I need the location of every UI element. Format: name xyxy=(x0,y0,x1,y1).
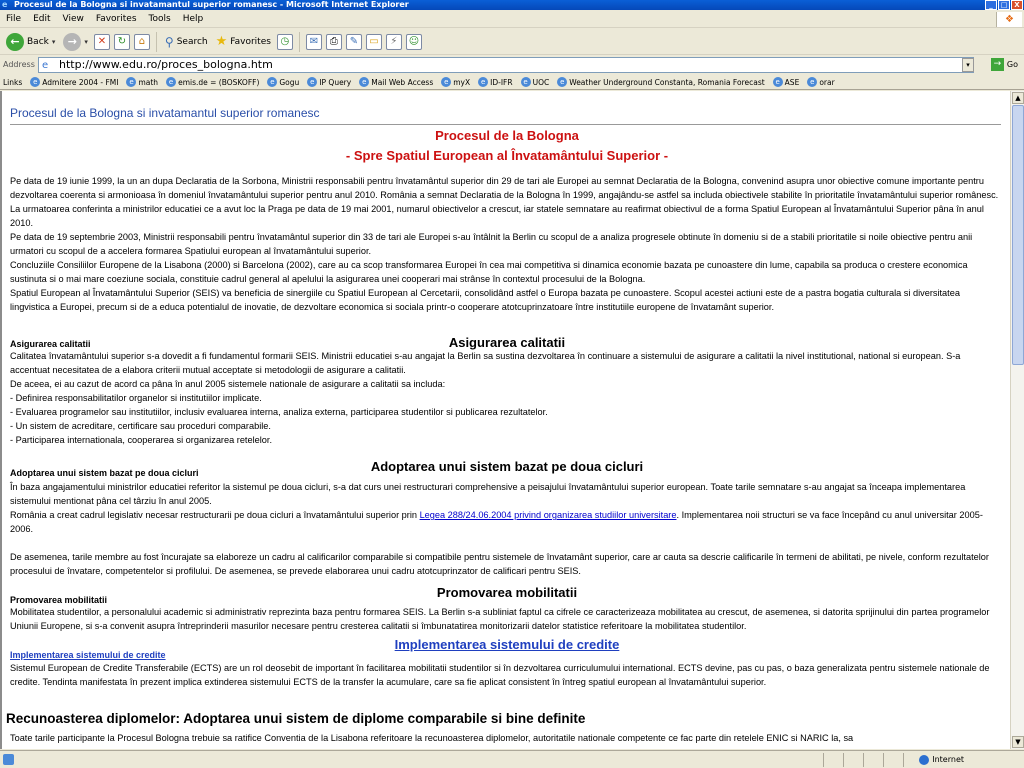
favorites-button[interactable] xyxy=(214,31,273,53)
link-label: Admitere 2004 - FMI xyxy=(42,77,119,87)
section-text-quality xyxy=(10,349,1002,447)
ie-page-icon: e xyxy=(166,77,176,87)
ie-page-icon: e xyxy=(359,77,369,87)
scroll-thumb[interactable] xyxy=(1012,105,1024,365)
link-item[interactable] xyxy=(267,75,299,89)
link-label: UOC xyxy=(532,77,550,87)
page-status-icon xyxy=(3,754,14,765)
address-url: http://www.edu.ro/proces_bologna.htm xyxy=(59,58,273,71)
ie-page-icon: e xyxy=(478,77,488,87)
menu-view[interactable]: View xyxy=(62,14,84,24)
links-label: Links xyxy=(3,78,23,87)
back-label: Back xyxy=(27,36,49,47)
close-button[interactable]: X xyxy=(1011,0,1023,10)
ie-page-icon: e xyxy=(773,77,783,87)
intro-paragraph: Pe data de 19 iunie 1999, la un an dupa Declaratia de la Sorbona, Ministrii responsabili pentru învatamântul superior din 29 de tari ale Europei au semnat Declaratia de la Bologna, convenind asupra unor obiective comune importante pentru dezvoltarea coerenta si armonioasa în domeniul învatamântului superior pentru anul 2010. România a semnat Declaratia de la Bologna în 1999, angajându-se astfel sa includa obiectivele stabilite în prioritatile învatamântului superior românesc. xyxy=(10,176,999,200)
security-zone xyxy=(919,751,964,768)
chevron-down-icon: ▾ xyxy=(51,37,56,46)
menu-edit[interactable]: Edit xyxy=(33,14,51,24)
ie-page-icon: e xyxy=(30,77,40,87)
page-content xyxy=(0,91,1010,749)
link-label: ID-IFR xyxy=(490,77,513,87)
section-text-credits xyxy=(10,661,1002,689)
link-item[interactable] xyxy=(359,75,433,89)
intro-paragraph: Pe data de 19 septembrie 2003, Ministrii responsabili pentru învatamântul superior din 33 de tari ale Europei s-au întâlnit la Berlin cu scopul de a analiza progresele obtinute în domeniu si de a stabili prioritatile si noile obiective pentru anii urmatori cu scopul de a accelera formarea Spatiului european al învatamântului superior. xyxy=(10,232,973,256)
ie-page-icon: e xyxy=(307,77,317,87)
menu-bar xyxy=(0,11,1024,28)
vertical-scrollbar[interactable] xyxy=(1010,91,1024,749)
section-heading-mobility: Promovarea mobilitatii xyxy=(436,585,578,600)
toolbar-separator xyxy=(156,32,157,52)
link-label: Gogu xyxy=(279,77,300,87)
list-item: - Un sistem de acreditare, certificare sau proceduri comparabile. xyxy=(10,421,271,431)
search-icon: ⚲ xyxy=(164,34,174,49)
link-item[interactable] xyxy=(441,75,470,89)
forward-arrow-icon: → xyxy=(63,33,81,51)
back-arrow-icon: ← xyxy=(6,33,24,51)
favorites-label: Favorites xyxy=(230,36,271,47)
paragraph: Mobilitatea studentilor, a personalului academic si administrativ reprezinta baza pentru formarea SEIS. La Berlin s-a subliniat faptul ca cifrele ce caracterizeaza mobilitatea au crescut, de asemenea, si datorita sprijinului din partea programelor Uniunii Europene, si s-a convenit asupra întreprinderii masurilor necesare pentru cresterea calitatii si îmbunatatirea monitorizarii datelor statistice referitoare la mobilitatea studentilor. xyxy=(10,607,990,631)
status-pane xyxy=(863,753,864,767)
stop-icon[interactable]: ✕ xyxy=(94,34,110,50)
paragraph: În baza angajamentului ministrilor educatiei referitor la sistemul pe doua cicluri, s-a dat curs unei restructurari comprehensive a peisajului învatamântului superior european. Toate tarile semnatare s-au angajat sa înceapa implementarea sistemului mentionat pâna cel târziu în anul 2005. xyxy=(10,482,966,506)
title-rule xyxy=(327,124,1001,125)
scroll-up-icon[interactable]: ▲ xyxy=(1012,92,1024,104)
print-icon[interactable]: ⎙ xyxy=(326,34,342,50)
ie-page-icon: e xyxy=(267,77,277,87)
link-item[interactable] xyxy=(773,75,800,89)
link-item[interactable] xyxy=(521,75,550,89)
toolbar-separator xyxy=(299,32,300,52)
paragraph: De aceea, ei au cazut de acord ca pâna în anul 2005 sistemele nationale de asigurare a calitatii sa includa: xyxy=(10,379,446,389)
address-dropdown-icon[interactable]: ▾ xyxy=(962,58,974,72)
paragraph-text: . Implementarea noii structuri se va face începând cu anul universitar 2005-2006. xyxy=(10,510,983,534)
law-link[interactable]: Legea 288/24.06.2004 privind organizarea studiilor universitare xyxy=(419,510,677,520)
paragraph: Toate tarile participante la Procesul Bologna trebuie sa ratifice Conventia de la Lisabona referitoare la recunoasterea diplomelor, autoritatile nationale competente ce fac parte din retelele ENIC si NARIC la, sa xyxy=(10,733,854,743)
link-label: myX xyxy=(453,77,471,87)
paragraph: Sistemul European de Credite Transferabile (ECTS) are un rol deosebit de important în facilitarea mobilitatii studentilor si în dezvoltarea curriculumului international. ECTS devine, pas cu pas, o baza generalizata pentru sistemele nationale de credite. Tendinta manifestata în prezent implica extinderea sistemului ECTS de la transfer la acumulare, care sa fie aplicat consistent în întreg spatiul european al învatamântului superior. xyxy=(10,663,990,687)
section-text-cycles xyxy=(10,480,1002,578)
paragraph: Calitatea învatamântului superior s-a dovedit a fi fundamentul formarii SEIS. Ministrii educatiei s-au angajat la Berlin sa sustina dezvoltarea în continuare a sistemului de asigurare a calitatii la nivel institutional, national si european. S-a accentuat necesitatea de a elabora criterii mutual acceptate si metodologii de asigurare a calitatii. xyxy=(10,351,961,375)
research-icon[interactable]: ⚡ xyxy=(386,34,402,50)
link-item[interactable] xyxy=(30,75,118,89)
window-title: Procesul de la Bologna si invatamantul superior romanesc - Microsoft Internet Explorer xyxy=(14,0,409,9)
link-label: emis.de = (BOSKOFF) xyxy=(178,77,260,87)
status-pane xyxy=(823,753,824,767)
link-label: Mail Web Access xyxy=(371,77,434,87)
page-title: Procesul de la Bologna si invatamantul superior romanesc xyxy=(10,106,320,120)
messenger-icon[interactable]: ☺ xyxy=(406,34,422,50)
intro-paragraph: Spatiul European al Învatamântului Superior (SEIS) va beneficia de sinergiile cu Spatiul European al Cercetarii, consolidând astfel o Europa bazata pe cunoastere. Scopul acestei actiuni este de a pastra bogatia culturala si diversitatea lingvistica a Europei, precum si de a educa potentialul de inovatie, de dezvoltare economica si sociala printr-o cooperare atotcuprinzatoare între institutiile europene de învatamânt superior. xyxy=(10,288,960,312)
link-label: orar xyxy=(819,77,835,87)
status-pane xyxy=(883,753,884,767)
menu-tools[interactable]: Tools xyxy=(148,14,171,24)
minimize-button[interactable]: _ xyxy=(985,0,997,10)
page-icon: e xyxy=(42,60,49,71)
ie-logo-icon: e xyxy=(2,0,8,9)
link-label: ASE xyxy=(784,77,800,87)
link-label: Weather Underground Constanta, Romania Forecast xyxy=(569,77,765,87)
main-heading: Procesul de la Bologna xyxy=(435,128,579,143)
list-item: - Definirea responsabilitatilor organelor si institutiilor implicate. xyxy=(10,393,262,403)
spacer xyxy=(10,536,1002,550)
section-label-cycles: Adoptarea unui sistem bazat pe doua cicluri xyxy=(10,468,199,478)
toolbar xyxy=(0,29,1024,55)
link-item[interactable] xyxy=(126,75,158,89)
ie-page-icon: e xyxy=(557,77,567,87)
history-icon[interactable]: ◷ xyxy=(277,34,293,50)
intro-text xyxy=(10,174,1002,314)
list-item: - Evaluarea programelor sau institutiilor, inclusiv evaluarea interna, analiza externa, participarea studentilor si publicarea rezultatelor. xyxy=(10,407,548,417)
address-bar xyxy=(0,56,1024,74)
menu-help[interactable]: Help xyxy=(182,14,204,24)
links-bar xyxy=(0,75,1024,90)
mail-icon[interactable]: ✉ xyxy=(306,34,322,50)
address-label: Address xyxy=(3,60,35,69)
section-label-credits[interactable]: Implementarea sistemului de credite xyxy=(10,650,166,660)
section-heading-quality: Asigurarea calitatii xyxy=(448,335,566,350)
menu-favorites[interactable]: Favorites xyxy=(95,14,137,24)
window-titlebar xyxy=(0,0,1024,10)
intro-paragraph: Concluziile Consiliilor Europene de la Lisabona (2000) si Barcelona (2002), care au ca scop transformarea Europei în cea mai competitiva si dinamica economie bazata pe cunoastere din lume, capabila sa produca o crestere economica sustinuta si o mai mare coeziune sociala, constituie cadrul general al apelului la asigurarea unei cooperari mai strânse în contextul procesului de la Bologna. xyxy=(10,260,968,284)
main-subheading: - Spre Spatiul European al Învatamântului Superior - xyxy=(345,148,669,163)
refresh-icon[interactable]: ↻ xyxy=(114,34,130,50)
address-input[interactable] xyxy=(38,57,974,73)
status-bar xyxy=(0,750,1024,768)
link-label: math xyxy=(138,77,159,87)
paragraph-text: România a creat cadrul legislativ necesar restructurarii pe doua cicluri a învatamântului superior prin xyxy=(10,510,420,520)
star-icon: ★ xyxy=(215,34,228,49)
status-pane xyxy=(843,753,844,767)
back-button[interactable] xyxy=(4,31,57,53)
scroll-down-icon[interactable]: ▼ xyxy=(1012,736,1024,748)
section-heading-recognition: Recunoasterea diplomelor: Adoptarea unui sistem de diplome comparabile si bine definite xyxy=(6,711,586,726)
section-text-mobility xyxy=(10,605,1002,633)
paragraph xyxy=(10,508,1002,536)
link-item[interactable] xyxy=(478,75,512,89)
ie-page-icon: e xyxy=(441,77,451,87)
ie-page-icon: e xyxy=(126,77,136,87)
menu-file[interactable]: File xyxy=(6,14,22,24)
search-label: Search xyxy=(176,36,208,47)
status-pane xyxy=(903,753,904,767)
section-heading-cycles: Adoptarea unui sistem bazat pe doua cicluri xyxy=(370,459,644,474)
section-label-mobility: Promovarea mobilitatii xyxy=(10,595,108,605)
link-item[interactable] xyxy=(807,75,834,89)
window-controls xyxy=(985,0,1023,10)
link-item[interactable] xyxy=(166,75,259,89)
home-icon[interactable]: ⌂ xyxy=(134,34,150,50)
link-item[interactable] xyxy=(557,75,764,89)
title-underline xyxy=(10,124,327,125)
link-item[interactable] xyxy=(307,75,351,89)
chevron-down-icon: ▾ xyxy=(84,37,88,46)
intro-paragraph: La urmatoarea conferinta a ministrilor educatiei ce a avut loc la Praga pe data de 19 mai 2001, numarul obiectivelor a crescut, iar statele semnatare au reafirmat obiectivul de a forma Spatiul European al Învatamântului Superior pâna în anul 2010. xyxy=(10,204,984,228)
link-label: IP Query xyxy=(319,77,352,87)
list-item: - Participarea internationala, cooperarea si organizarea retelelor. xyxy=(10,435,272,445)
globe-icon xyxy=(919,755,929,765)
go-button[interactable] xyxy=(991,58,1018,71)
go-label: Go xyxy=(1006,60,1018,69)
go-arrow-icon: → xyxy=(991,58,1004,71)
search-button[interactable] xyxy=(163,31,210,53)
ie-page-icon: e xyxy=(521,77,531,87)
folder-icon[interactable]: ▭ xyxy=(366,34,382,50)
section-text-recognition xyxy=(10,731,1002,745)
forward-button[interactable] xyxy=(61,31,90,53)
maximize-button[interactable]: □ xyxy=(998,0,1010,10)
section-label-quality: Asigurarea calitatii xyxy=(10,339,91,349)
section-heading-credits[interactable]: Implementarea sistemului de credite xyxy=(394,637,620,652)
zone-label: Internet xyxy=(932,755,964,764)
ie-page-icon: e xyxy=(807,77,817,87)
windows-logo-icon: ❖ xyxy=(996,12,1022,27)
paragraph: De asemenea, tarile membre au fost încurajate sa elaboreze un cadru al calificarilor comparabile si compatibile pentru sistemele de învatamânt superior, care ar cauta sa descrie calificarile în termeni de abilitati, pe nivele, conform rezultatelor procesului de învatare, competentelor si profilului. De asemenea, se prevede elaborarea unui cadru atotcuprinzator de calificari pentru SEIS. xyxy=(10,552,989,576)
edit-icon[interactable]: ✎ xyxy=(346,34,362,50)
